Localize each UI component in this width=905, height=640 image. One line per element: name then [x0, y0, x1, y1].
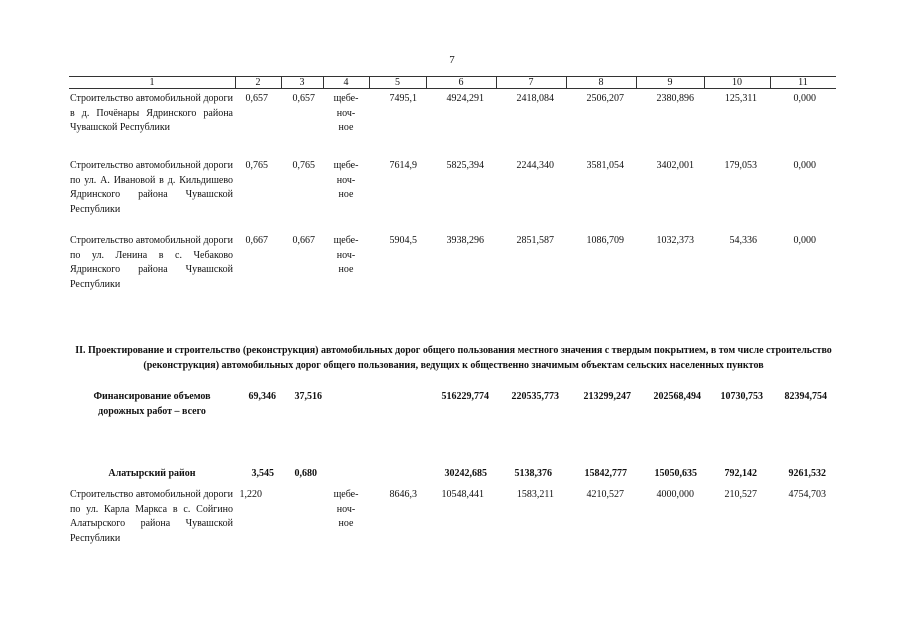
header-col-1: 1 — [149, 77, 155, 88]
funding-col-9: 1032,373 — [656, 235, 694, 246]
funding-col-7: 2244,340 — [516, 160, 554, 171]
surface-type-line: ноч- — [336, 503, 356, 515]
length-total: 1,220 — [239, 489, 262, 500]
length-total: 0,657 — [245, 93, 268, 104]
district-col-8: 15842,777 — [584, 468, 627, 479]
row-description: Строительство автомобильной дороги по ул. Ленина в с. Чебаково Ядринского района Чувашской Республики — [70, 235, 233, 290]
header-col-11: 11 — [798, 77, 808, 88]
funding-col-7: 2418,084 — [516, 93, 554, 104]
district-length: 3,545 — [251, 468, 274, 479]
district-col-10: 792,142 — [724, 468, 757, 479]
surface-type-line: ное — [338, 122, 354, 133]
funding-col-11: 0,000 — [793, 93, 816, 104]
length-built: 0,667 — [292, 235, 315, 246]
funding-col-9: 3402,001 — [656, 160, 694, 171]
header-col-9: 9 — [667, 77, 673, 88]
funding-col-10: 179,053 — [724, 160, 757, 171]
header-col-7: 7 — [528, 77, 534, 88]
district-col-9: 15050,635 — [654, 468, 697, 479]
funding-col-7: 1583,211 — [516, 489, 554, 500]
row-description: Строительство автомобильной дороги по ул. А. Ивановой в д. Кильдишево Ядринского района Чувашской Республики — [70, 160, 233, 215]
funding-col-10: 54,336 — [729, 235, 757, 246]
district-length-built: 0,680 — [294, 468, 317, 479]
total-col-8: 213299,247 — [583, 391, 631, 402]
section-heading: II. Проектирование и строительство (реконструкция) автомобильных дорог общего пользования местного значения с твердым покрытием, в том числе строительство (реконструкция) автомобильных дорог общего пользования, ведущих к общественно значимым объектам сельских населенных пунктов — [75, 345, 832, 371]
surface-type-line: ноч- — [336, 249, 356, 261]
header-col-10: 10 — [732, 77, 742, 88]
total-funding: 516229,774 — [441, 391, 489, 402]
total-col-7: 220535,773 — [511, 391, 559, 402]
surface-type-line: ное — [338, 264, 354, 275]
cost-estimate: 7495,1 — [389, 93, 417, 104]
surface-type-line: ное — [338, 189, 354, 200]
surface-type — [326, 159, 366, 203]
funding-col-11: 0,000 — [793, 235, 816, 246]
funding-total: 3938,296 — [446, 235, 484, 246]
total-col-10: 10730,753 — [720, 391, 763, 402]
surface-type-line: ноч- — [336, 174, 356, 186]
page-number: 7 — [449, 54, 455, 66]
funding-col-7: 2851,587 — [516, 235, 554, 246]
surface-type-line: щебе- — [333, 489, 359, 500]
funding-col-10: 210,527 — [724, 489, 757, 500]
row-description: Строительство автомобильной дороги по ул. Карла Маркса в с. Сойгино Алатырского района Чувашской Республики — [70, 489, 233, 544]
length-total: 0,667 — [245, 235, 268, 246]
surface-type-line: щебе- — [333, 235, 359, 246]
total-length-built: 37,516 — [294, 391, 322, 402]
surface-type — [326, 92, 366, 136]
surface-type — [326, 234, 366, 278]
funding-col-8: 2506,207 — [586, 93, 624, 104]
funding-col-8: 4210,527 — [586, 489, 624, 500]
funding-total: 4924,291 — [446, 93, 484, 104]
funding-col-9: 2380,896 — [656, 93, 694, 104]
length-built: 0,765 — [292, 160, 315, 171]
cost-estimate: 7614,9 — [389, 160, 417, 171]
district-funding: 30242,685 — [444, 468, 487, 479]
length-total: 0,765 — [245, 160, 268, 171]
surface-type-line: щебе- — [333, 160, 359, 171]
funding-col-8: 3581,054 — [586, 160, 624, 171]
surface-type — [326, 488, 366, 532]
header-col-2: 2 — [255, 77, 261, 88]
surface-type-line: щебе- — [333, 93, 359, 104]
funding-col-10: 125,311 — [724, 93, 757, 104]
funding-col-9: 4000,000 — [656, 489, 694, 500]
header-col-8: 8 — [598, 77, 604, 88]
funding-col-11: 4754,703 — [788, 489, 826, 500]
header-bottom-rule — [69, 88, 836, 89]
district-label: Алатырский район — [108, 468, 196, 479]
header-col-3: 3 — [299, 77, 305, 88]
length-built: 0,657 — [292, 93, 315, 104]
total-col-9: 202568,494 — [653, 391, 701, 402]
header-col-4: 4 — [343, 77, 349, 88]
district-col-7: 5138,376 — [514, 468, 552, 479]
funding-total: 10548,441 — [441, 489, 484, 500]
funding-col-11: 0,000 — [793, 160, 816, 171]
cost-estimate: 8646,3 — [389, 489, 417, 500]
district-col-11: 9261,532 — [788, 468, 826, 479]
surface-type-line: ное — [338, 518, 354, 529]
header-col-5: 5 — [395, 77, 400, 88]
total-row-label: Финансирование объемов дорожных работ – всего — [93, 391, 211, 417]
cost-estimate: 5904,5 — [389, 235, 417, 246]
funding-col-8: 1086,709 — [586, 235, 624, 246]
total-length: 69,346 — [248, 391, 276, 402]
row-description: Строительство автомобильной дороги в д. Почёнары Ядринского района Чувашской Республики — [70, 93, 233, 133]
total-col-11: 82394,754 — [784, 391, 827, 402]
surface-type-line: ноч- — [336, 107, 356, 119]
header-col-6: 6 — [458, 77, 464, 88]
funding-total: 5825,394 — [446, 160, 484, 171]
